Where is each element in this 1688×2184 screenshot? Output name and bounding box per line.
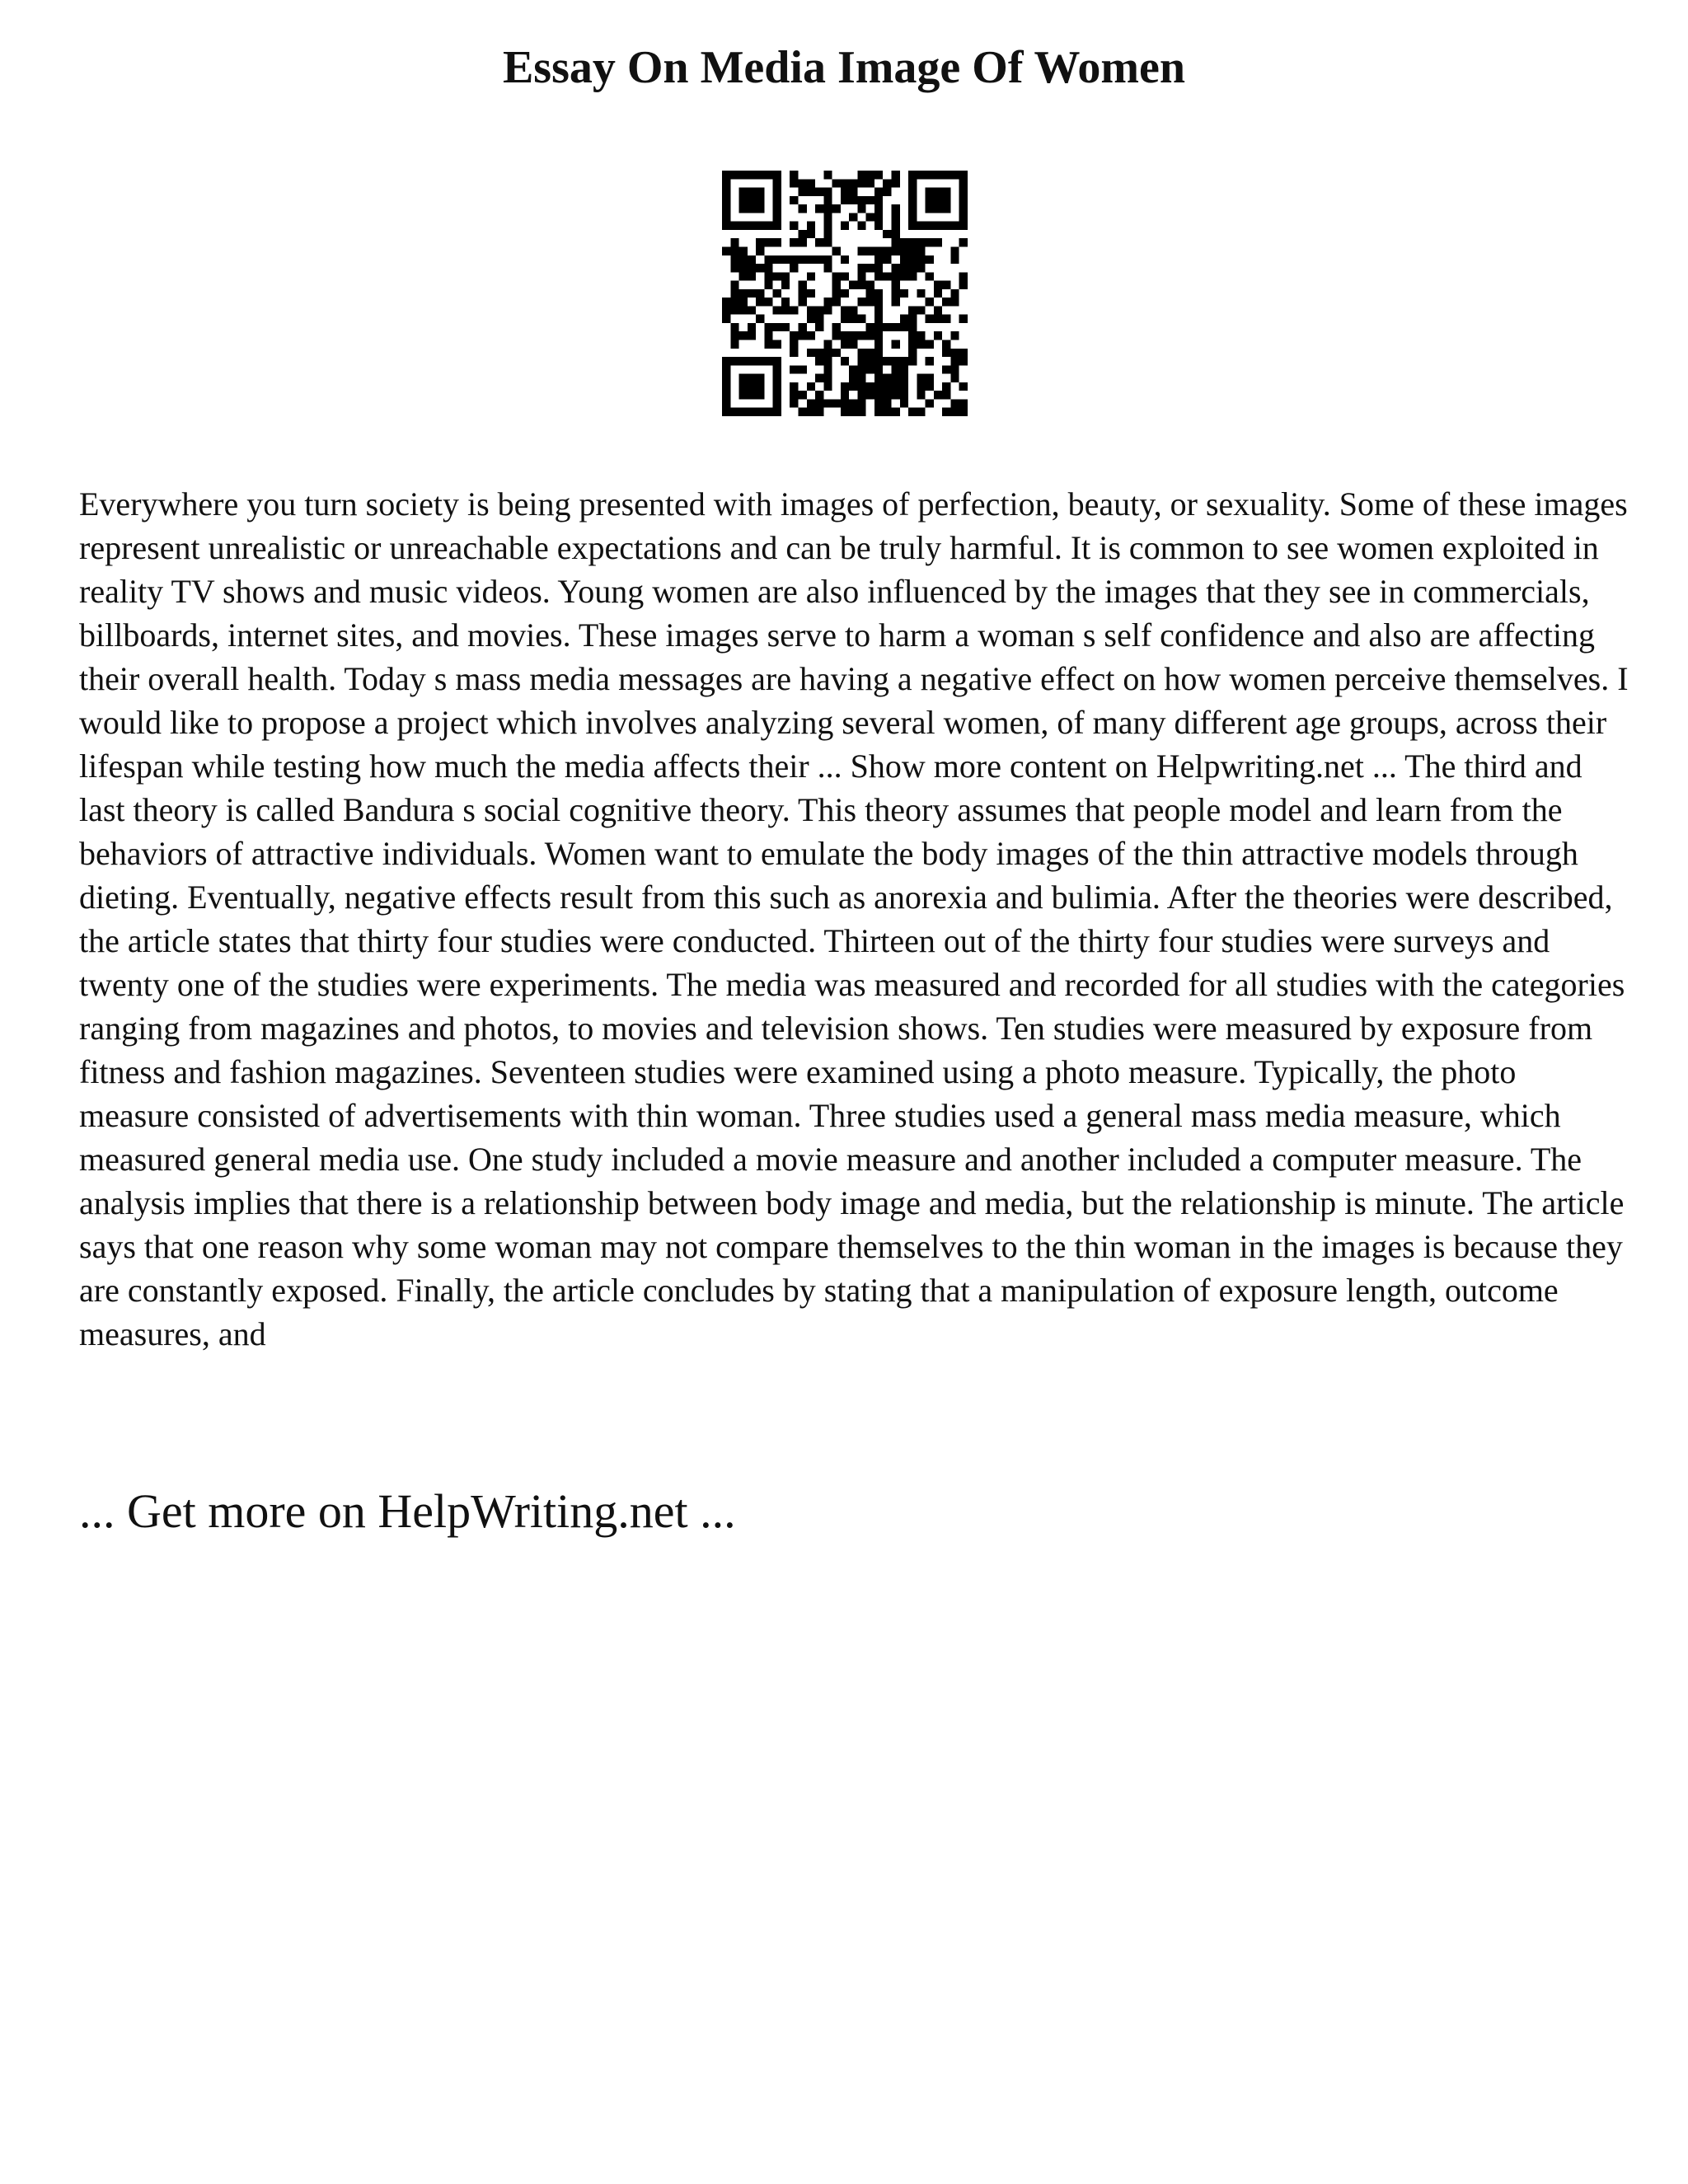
get-more-link[interactable]: ... Get more on HelpWriting.net ...	[79, 1484, 736, 1538]
page-title: Essay On Media Image Of Women	[502, 42, 1186, 93]
qr-code-icon	[722, 171, 968, 416]
essay-body: Everywhere you turn society is being presented with images of perfection, beauty, or sexuality. Some of these images represent unrealistic or unreachable expectations and can be truly harmful. It is common to see women exploited in reality TV shows and music videos. Young women are also influenced by the images that they see in commercials, billboards, internet sites, and movies. These images serve to harm a woman s self confidence and also are affecting their overall health. Today s mass media messages are having a negative effect on how women perceive themselves. I would like to propose a project which involves analyzing several women, of many different age groups, across their lifespan while testing how much the media affects their ... Show more content on Helpwriting.net ... The third and last theory is called Bandura s social cognitive theory. This theory assumes that people model and learn from the behaviors of attractive individuals. Women want to emulate the body images of the thin attractive models through dieting. Eventually, negative effects result from this such as anorexia and bulimia. After the theories were described, the article states that thirty four studies were conducted. Thirteen out of the thirty four studies were surveys and twenty one of the studies were experiments. The media was measured and recorded for all studies with the categories ranging from magazines and photos, to movies and television shows. Ten studies were measured by exposure from fitness and fashion magazines. Seventeen studies were examined using a photo measure. Typically, the photo measure consisted of advertisements with thin woman. Three studies used a general mass media measure, which measured general media use. One study included a movie measure and another included a computer measure. The analysis implies that there is a relationship between body image and media, but the relationship is minute. The article says that one reason why some woman may not compare themselves to the thin woman in the images is because they are constantly exposed. Finally, the article concludes by stating that a manipulation of exposure length, outcome measures, and	[79, 485, 1629, 1352]
